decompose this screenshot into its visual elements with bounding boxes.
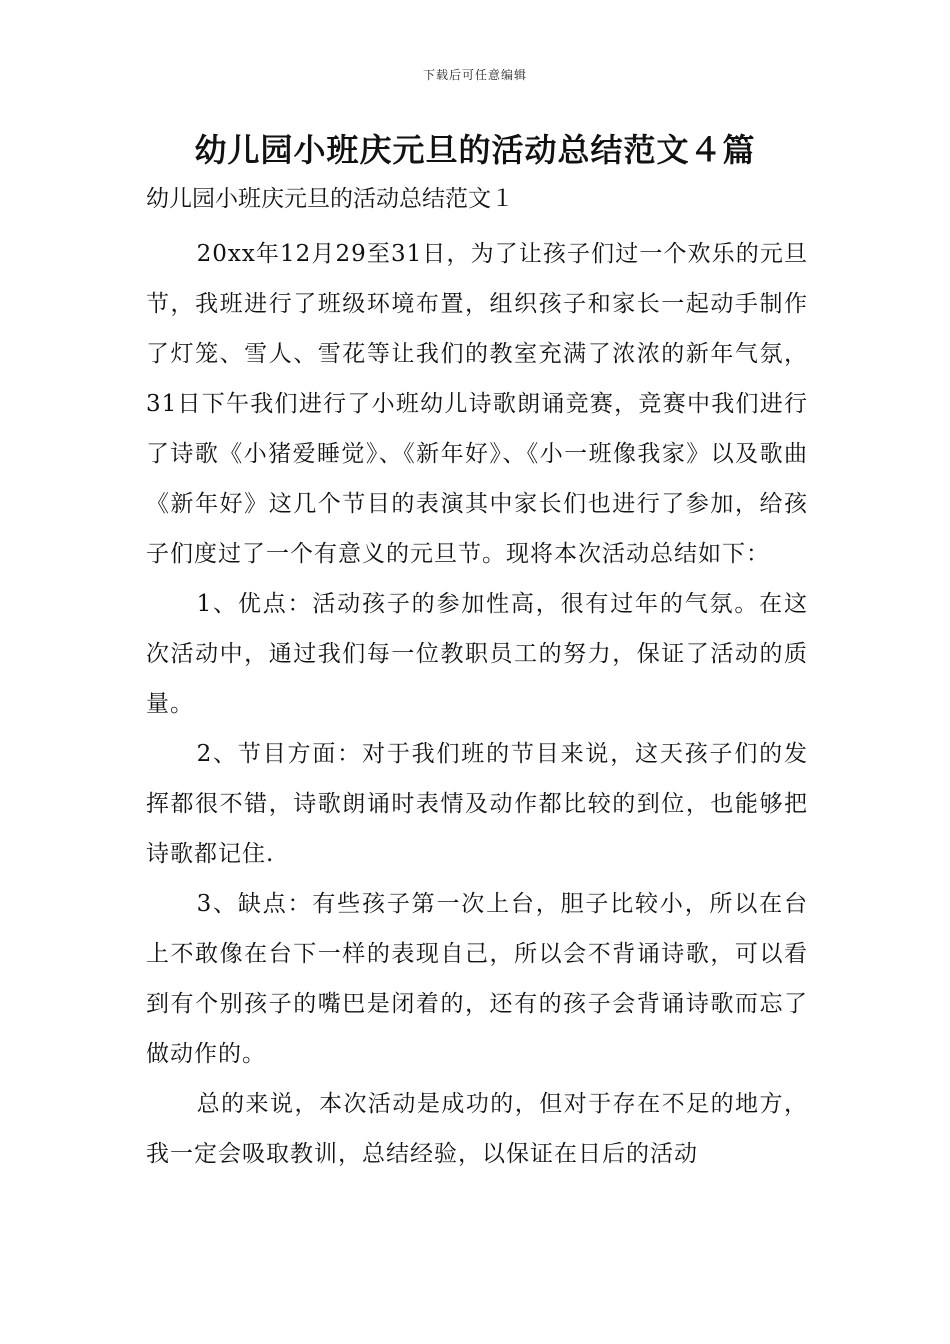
paragraph-summary: 总的来说，本次活动是成功的，但对于存在不足的地方，我一定会吸取教训，总结经验，以保证在日后的活动 xyxy=(146,1091,808,1167)
paragraph-program: 2、节目方面：对于我们班的节目来说，这天孩子们的发挥都很不错，诗歌朗诵时表情及动作都比较的到位，也能够把诗歌都记住. xyxy=(146,741,808,867)
document-title: 幼儿园小班庆元旦的活动总结范文４篇 xyxy=(194,131,756,169)
header-note: 下载后可任意编辑 xyxy=(422,68,527,82)
section-subtitle: 幼儿园小班庆元旦的活动总结范文１ xyxy=(146,186,514,212)
paragraph-advantages: 1、优点：活动孩子的参加性高，很有过年的气氛。在这次活动中，通过我们每一位教职员工的努力，保证了活动的质量。 xyxy=(146,591,808,717)
paragraph-intro: 20xx年12月29至31日，为了让孩子们过一个欢乐的元旦节，我班进行了班级环境布置，组织孩子和家长一起动手制作了灯笼、雪人、雪花等让我们的教室充满了浓浓的新年气氛，31日下午我们进行了小班幼儿诗歌朗诵竞赛，竞赛中我们进行了诗歌《小猪爱睡觉》、《新年好》、《小一班像我家》以及歌曲《新年好》这几个节目的表演其中家长们也进行了参加，给孩子们度过了一个有意义的元旦节。现将本次活动总结如下： xyxy=(146,241,808,567)
document-body xyxy=(146,229,808,1179)
paragraph-shortcomings: 3、缺点：有些孩子第一次上台，胆子比较小，所以在台上不敢像在台下一样的表现自己，所以会不背诵诗歌，可以看到有个别孩子的嘴巴是闭着的，还有的孩子会背诵诗歌而忘了做动作的。 xyxy=(146,891,808,1067)
